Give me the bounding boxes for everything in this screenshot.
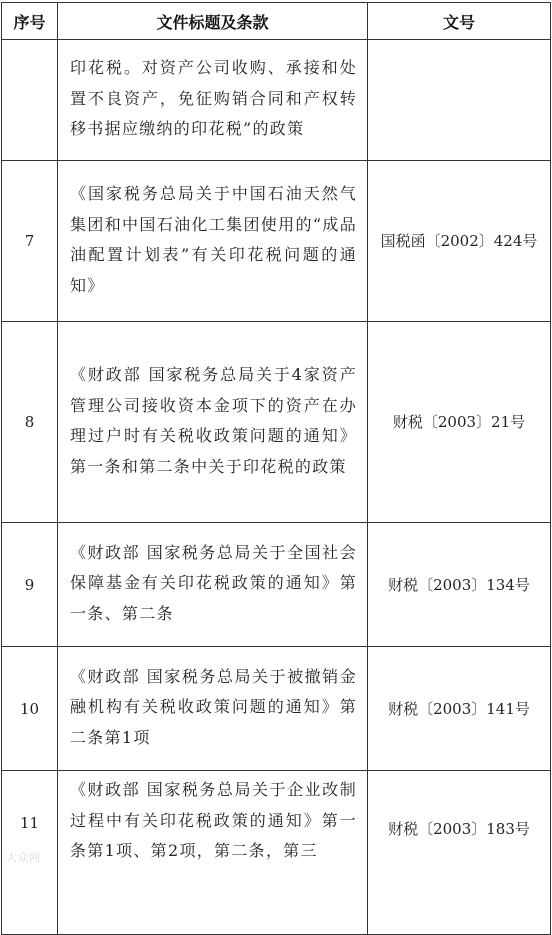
row-document-number: 财税〔2003〕21号 xyxy=(368,322,551,523)
table-row xyxy=(2,40,551,161)
table-row xyxy=(2,647,551,771)
row-document-title: 《财政部 国家税务总局关于4家资产管理公司接收资本金项下的资产在办理过户时有关税收政策问题的通知》第一条和第二条中关于印花税的政策 xyxy=(58,322,368,523)
table-header-row xyxy=(2,3,551,40)
row-document-number: 国税函〔2002〕424号 xyxy=(368,161,551,322)
row-document-title: 《财政部 国家税务总局关于企业改制过程中有关印花税政策的通知》第一条第1项、第2项，第二条，第三 xyxy=(58,771,368,935)
row-serial-number: 10 xyxy=(2,647,58,771)
row-serial-number xyxy=(2,40,58,161)
row-serial-number: 9 xyxy=(2,523,58,647)
row-document-title: 《财政部 国家税务总局关于被撤销金融机构有关税收政策问题的通知》第二条第1项 xyxy=(58,647,368,771)
row-document-number: 财税〔2003〕134号 xyxy=(368,523,551,647)
table-row xyxy=(2,523,551,647)
table-row xyxy=(2,771,551,935)
policy-document-table xyxy=(1,2,551,935)
watermark-logo: 大众网 xyxy=(6,851,41,864)
row-serial-number: 11 xyxy=(2,771,58,935)
header-document-title: 文件标题及条款 xyxy=(58,3,368,40)
header-document-number: 文号 xyxy=(368,3,551,40)
row-document-title: 《财政部 国家税务总局关于全国社会保障基金有关印花税政策的通知》第一条、第二条 xyxy=(58,523,368,647)
row-document-number xyxy=(368,40,551,161)
row-document-number: 财税〔2003〕141号 xyxy=(368,647,551,771)
row-document-title: 《国家税务总局关于中国石油天然气集团和中国石油化工集团使用的“成品油配置计划表”有关印花税问题的通知》 xyxy=(58,161,368,322)
table-row xyxy=(2,322,551,523)
header-serial-number: 序号 xyxy=(2,3,58,40)
row-document-title: 印花税。对资产公司收购、承接和处置不良资产，免征购销合同和产权转移书据应缴纳的印花税”的政策 xyxy=(58,40,368,161)
table-row xyxy=(2,161,551,322)
row-document-number: 财税〔2003〕183号 xyxy=(368,771,551,935)
row-serial-number: 8 xyxy=(2,322,58,523)
row-serial-number: 7 xyxy=(2,161,58,322)
